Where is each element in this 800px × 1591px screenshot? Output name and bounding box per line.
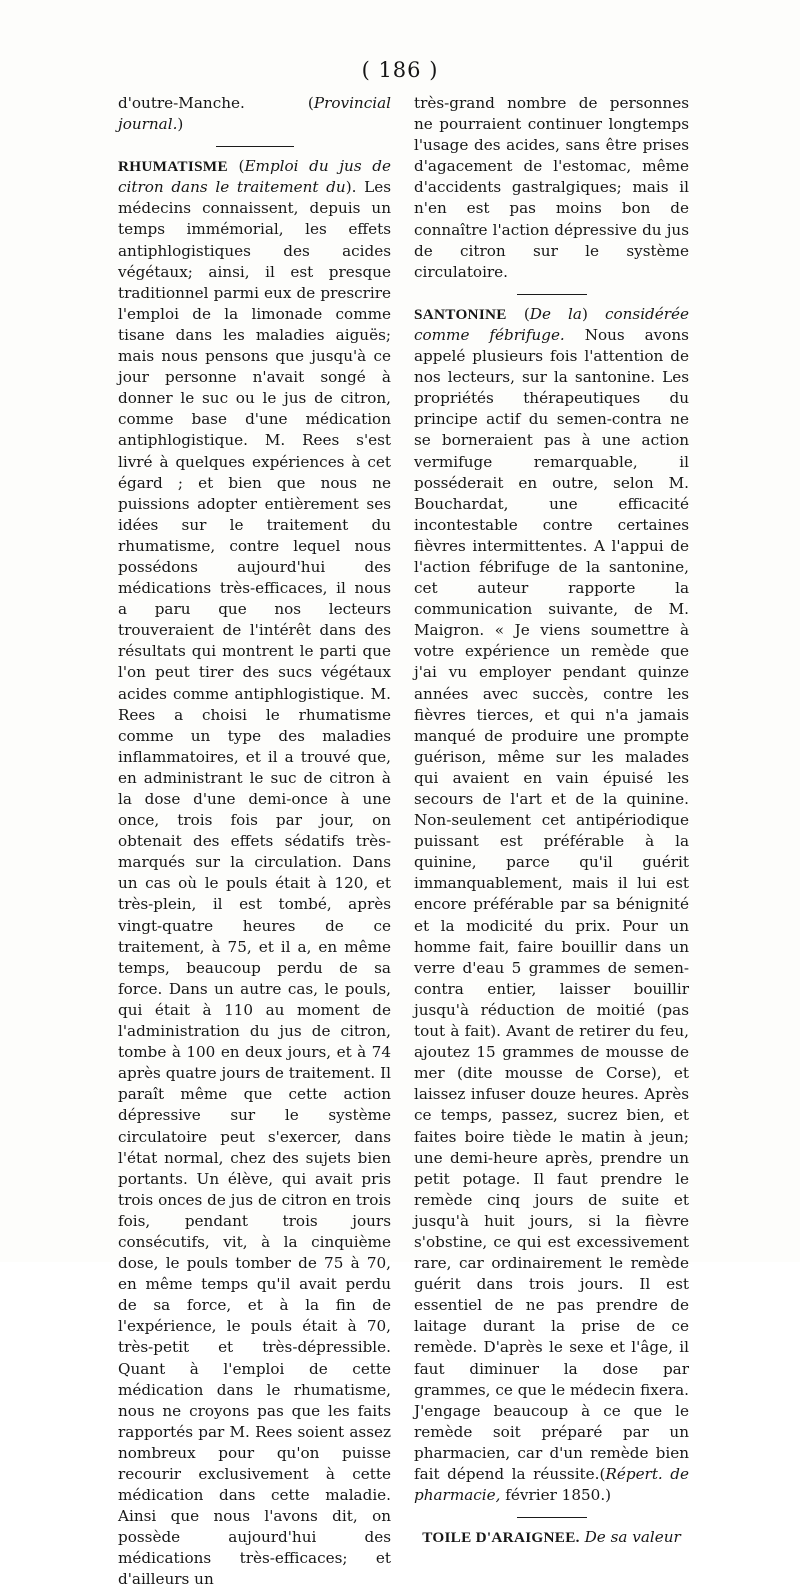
- rhumatisme-body: Les médecins connaissent, depuis un temps immémorial, les effets antiphlogistiques des acides végétaux; ainsi, il est presque traditionnel parmi eux de prescrire l'emploi de la limonade comme tisane dans les maladies aiguës; mais nous pensons que jusqu'à ce jour personne n'avait songé à donner le suc ou le jus de citron, comme base d'une médication antiphlogistique. M. Rees s'est livré à quelques expériences à cet égard ; et bien que nous ne puissions adopter entièrement ses idées sur le traitement du rhumatisme, contre lequel nous possédons aujourd'hui des médications très-efficaces, il nous a paru que nos lecteurs trouveraient de l'intérêt dans des résultats qui montrent le parti que l'on peut tirer des sucs végétaux acides comme antiphlogistique. M. Rees a choisi le rhumatisme comme un type des maladies inflammatoires, et il a trouvé que, en administrant le suc de citron à la dose d'une demi-once à une once, trois fois par jour, on obtenait des effets sédatifs très-marqués sur la circulation. Dans un cas où le pouls était à 120, et très-plein, il est tombé, après vingt-quatre heures de ce traitement, à 75, et il a, en même temps, beaucoup perdu de sa force. Dans un autre cas, le pouls, qui était à 110 au moment de l'administration du jus de citron, tombe à 100 en deux jours, et à 74 après quatre jours de traitement. Il paraît même que cette action dépressive sur le système circulatoire peut s'exercer, dans l'état normal, chez des sujets bien portants. Un élève, qui avait pris trois onces de jus de citron en trois fois, pendant trois jours consécutifs, vit, à la cinquième dose, le pouls tomber de 75 à 70, en même temps qu'il avait perdu de sa force, et à la fin de l'expérience, le pouls était à 70, très-petit et très-dépressible. Quant à l'emploi de cette médication dans le rhumatisme, nous ne croyons pas que les faits rapportés par M. Rees soient assez nombreux pour qu'on puisse recourir exclusivement à cette médication dans cette maladie. Ainsi que nous l'avons dit, on possède aujourd'hui des médications très-efficaces; et d'ailleurs un: [118, 178, 391, 1589]
- santonine-subtitle-b: considérée comme fébrifuge.: [414, 304, 689, 344]
- santonine-source-open: (: [599, 1465, 606, 1483]
- rhumatisme-subtitle-close: ).: [345, 178, 365, 197]
- santonine-heading: SANTONINE: [414, 305, 507, 323]
- rhumatisme-subtitle-open: (: [227, 157, 245, 176]
- section-divider: [517, 294, 587, 295]
- opening-text: d'outre-Manche. (: [118, 94, 314, 112]
- santonine-subtitle-mid: ): [581, 304, 605, 323]
- santonine-source-close: février 1850.): [500, 1486, 612, 1505]
- rhumatisme-article: [118, 156, 391, 1590]
- santonine-article: [414, 304, 689, 1506]
- toile-subtitle: De sa valeur: [579, 1528, 681, 1547]
- section-divider: [517, 1517, 587, 1518]
- toile-heading: TOILE D'ARAIGNEE.: [422, 1529, 580, 1547]
- right-column: [414, 93, 689, 1548]
- continuation-paragraph: très-grand nombre de personnes ne pourraient continuer longtemps l'usage des acides, sans être prises d'agacement de l'estomac, même d'accidents gastralgiques; mais il n'en est pas moins bon de connaître l'action dépressive du jus de citron sur le système circulatoire.: [414, 94, 689, 281]
- opening-end: ): [177, 115, 184, 134]
- rhumatisme-subtitle: Emploi du jus de citron dans le traitement du: [118, 157, 391, 197]
- santonine-source: Répert. de pharmacie,: [414, 1465, 689, 1505]
- santonine-body: Nous avons appelé plusieurs fois l'attention de nos lecteurs, sur la santonine. Les propriétés thérapeutiques du principe actif du semen-contra ne se borneraient pas à une action vermifuge remarquable, il posséderait en outre, selon M. Bouchardat, une efficacité incontestable contre certaines fièvres intermittentes. A l'appui de l'action fébrifuge de la santonine, cet auteur rapporte la communication suivante, de M. Maigron. « Je viens soumettre à votre expérience un remède que j'ai vu employer pendant quinze années avec succès, contre les fièvres tierces, et qui n'a jamais manqué de produire une prompte guérison, même sur les malades qui avaient en vain épuisé les secours de l'art et de la quinine. Non-seulement cet antipériodique puissant est préférable à la quinine, parce qu'il guérit immanquablement, mais il lui est encore préférable par sa bénignité et la modicité du prix. Pour un homme fait, faire bouillir dans un verre d'eau 5 grammes de semen-contra entier, laisser bouillir jusqu'à réduction de moitié (pas tout à fait). Avant de retirer du feu, ajoutez 15 grammes de mousse de mer (dite mousse de Corse), et laissez infuser douze heures. Après ce temps, passez, sucrez bien, et faites boire tiède le matin à jeun; une demi-heure après, prendre un petit potage. Il faut prendre le remède cinq jours de suite et jusqu'à huit jours, si la fièvre s'obstine, ce qui est excessivement rare, car ordinairement le remède guérit dans trois jours. Il est essentiel de ne pas prendre de laitage durant la prise de ce remède. D'après le sexe et l'âge, il faut diminuer la dose par grammes, ce que le médecin fixera. J'engage beaucoup à ce que le remède soit préparé par un pharmacien, car d'un remède bien fait dépend la réussite.: [414, 325, 689, 1483]
- rhumatisme-heading: RHUMATISME: [118, 158, 228, 176]
- santonine-subtitle-a: De la: [529, 304, 582, 323]
- toile-article: [414, 1527, 689, 1548]
- santonine-subtitle-open: (: [506, 304, 530, 323]
- opening-line: [118, 93, 391, 135]
- left-column: [118, 93, 391, 1591]
- page-number: ( 186 ): [361, 58, 439, 82]
- opening-source: Provincial journal.: [118, 94, 391, 134]
- section-divider: [216, 146, 294, 147]
